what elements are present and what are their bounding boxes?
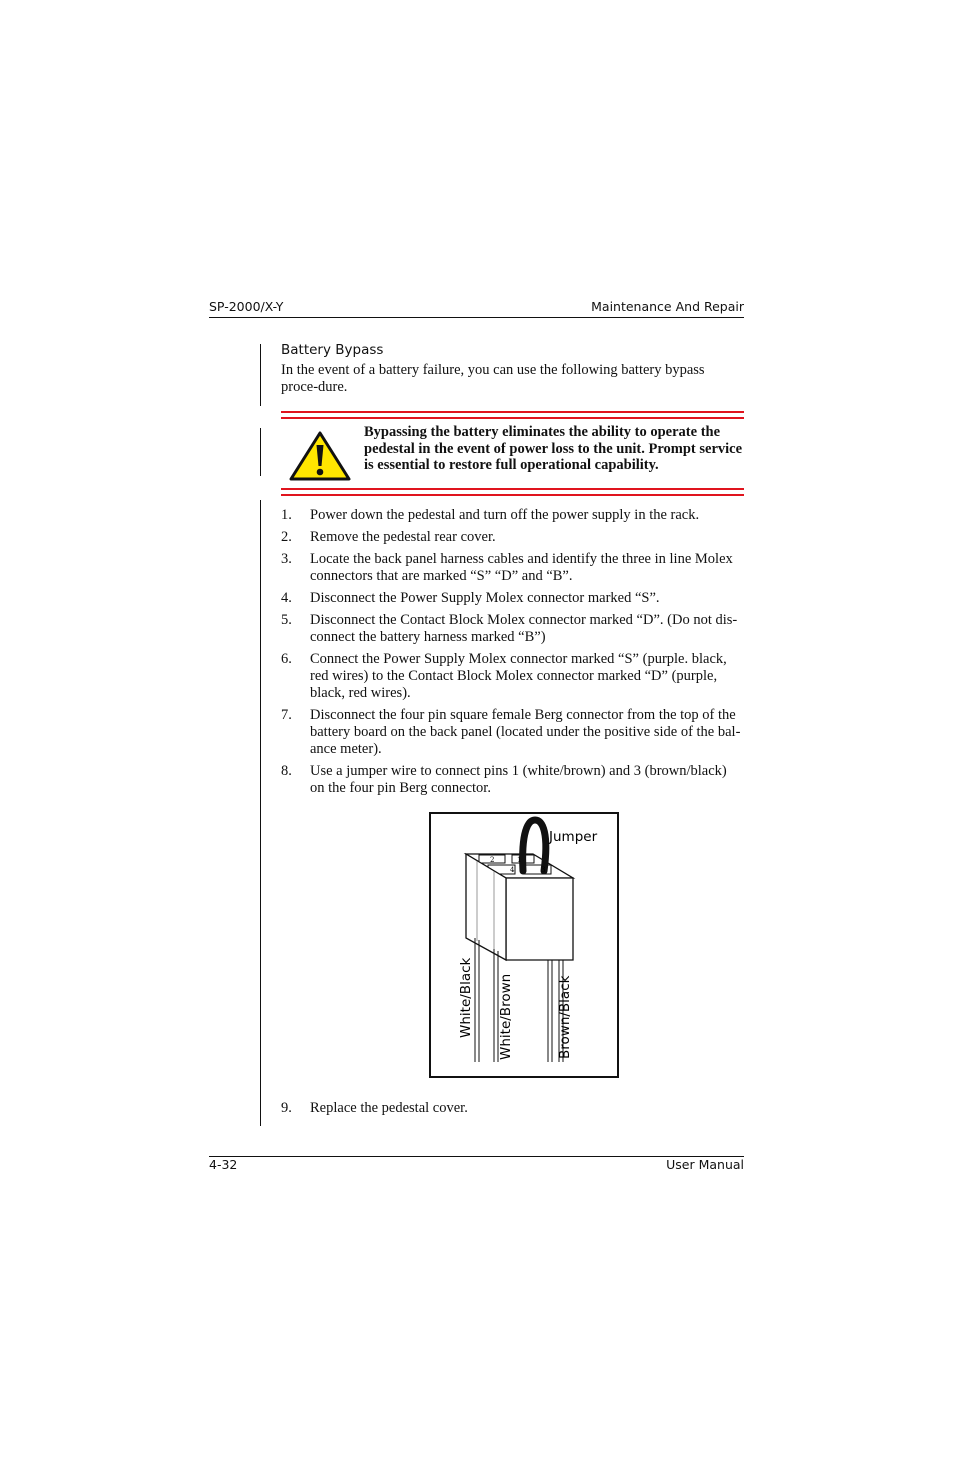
- pin-label: 4: [510, 866, 515, 874]
- wire-label-white-black: White/Black: [458, 957, 474, 1038]
- footer-document-title: User Manual: [666, 1157, 744, 1172]
- header-product-name: SP-2000/X-Y: [209, 299, 284, 314]
- pin-label: 3: [541, 866, 546, 874]
- warning-text: Bypassing the battery eliminates the ability to operate the pedestal in the event of power loss to the unit. Prompt service is essential to restore full operational capability.: [364, 424, 743, 473]
- list-item: [281, 612, 744, 646]
- step-text: Connect the Power Supply Molex connector marked “S” (purple. black, red wires) to the Contact Block Molex connector marked “D” (purple, black, red wires).: [310, 651, 727, 701]
- pin-label: 1: [517, 856, 522, 864]
- header-rule: [209, 317, 744, 318]
- final-step: [281, 1100, 744, 1117]
- pin-label: 2: [490, 856, 495, 864]
- step-number: 6.: [281, 651, 292, 667]
- list-item: [281, 763, 744, 797]
- wire-label-white-brown: White/Brown: [498, 973, 514, 1060]
- intro-paragraph: In the event of a battery failure, you can use the following battery bypass proce-dure.: [281, 362, 705, 395]
- warning-rule-top: [281, 417, 744, 419]
- step-number: 9.: [281, 1100, 292, 1116]
- change-bar: [260, 428, 261, 476]
- list-item: [281, 507, 744, 524]
- header-chapter-title: Maintenance And Repair: [591, 299, 744, 314]
- warning-rule-bottom: [281, 488, 744, 490]
- step-number: 3.: [281, 551, 292, 567]
- footer-page-number: 4-32: [209, 1157, 238, 1172]
- step-text: Power down the pedestal and turn off the power supply in the rack.: [310, 507, 700, 523]
- list-item: [281, 707, 744, 758]
- step-text: Disconnect the Contact Block Molex connector marked “D”. (Do not dis-connect the battery harness marked “B”): [310, 612, 738, 645]
- step-number: 5.: [281, 612, 292, 628]
- step-text: Remove the pedestal rear cover.: [310, 529, 496, 545]
- procedure-steps: [281, 507, 744, 797]
- step-text: Disconnect the Power Supply Molex connector marked “S”.: [310, 590, 660, 606]
- step-number: 2.: [281, 529, 292, 545]
- step-text: Replace the pedestal cover.: [310, 1100, 468, 1116]
- step-number: 4.: [281, 590, 292, 606]
- berg-connector-figure: [429, 812, 619, 1078]
- wire-label-brown-black: Brown/Black: [557, 975, 573, 1059]
- change-bar: [260, 344, 261, 406]
- list-item: [281, 651, 744, 702]
- change-bar: [260, 500, 261, 1126]
- step-number: 8.: [281, 763, 292, 779]
- list-item: [281, 551, 744, 585]
- step-text: Use a jumper wire to connect pins 1 (white/brown) and 3 (brown/black) on the four pin Berg connector.: [310, 763, 727, 796]
- step-text: Disconnect the four pin square female Berg connector from the top of the battery board on the back panel (located under the positive side of the bal-ance meter).: [310, 707, 741, 757]
- step-number: 7.: [281, 707, 292, 723]
- step-text: Locate the back panel harness cables and identify the three in line Molex connectors that are marked “S” “D” and “B”.: [310, 551, 733, 584]
- section-title: Battery Bypass: [281, 342, 384, 358]
- warning-rule-top: [281, 411, 744, 413]
- connector-illustration: [431, 814, 616, 1075]
- footer-rule: [209, 1156, 744, 1157]
- list-item: [281, 590, 744, 607]
- warning-triangle-icon: [288, 430, 352, 482]
- step-number: 1.: [281, 507, 292, 523]
- list-item: [281, 529, 744, 546]
- jumper-label: Jumper: [549, 829, 598, 845]
- warning-rule-bottom: [281, 494, 744, 496]
